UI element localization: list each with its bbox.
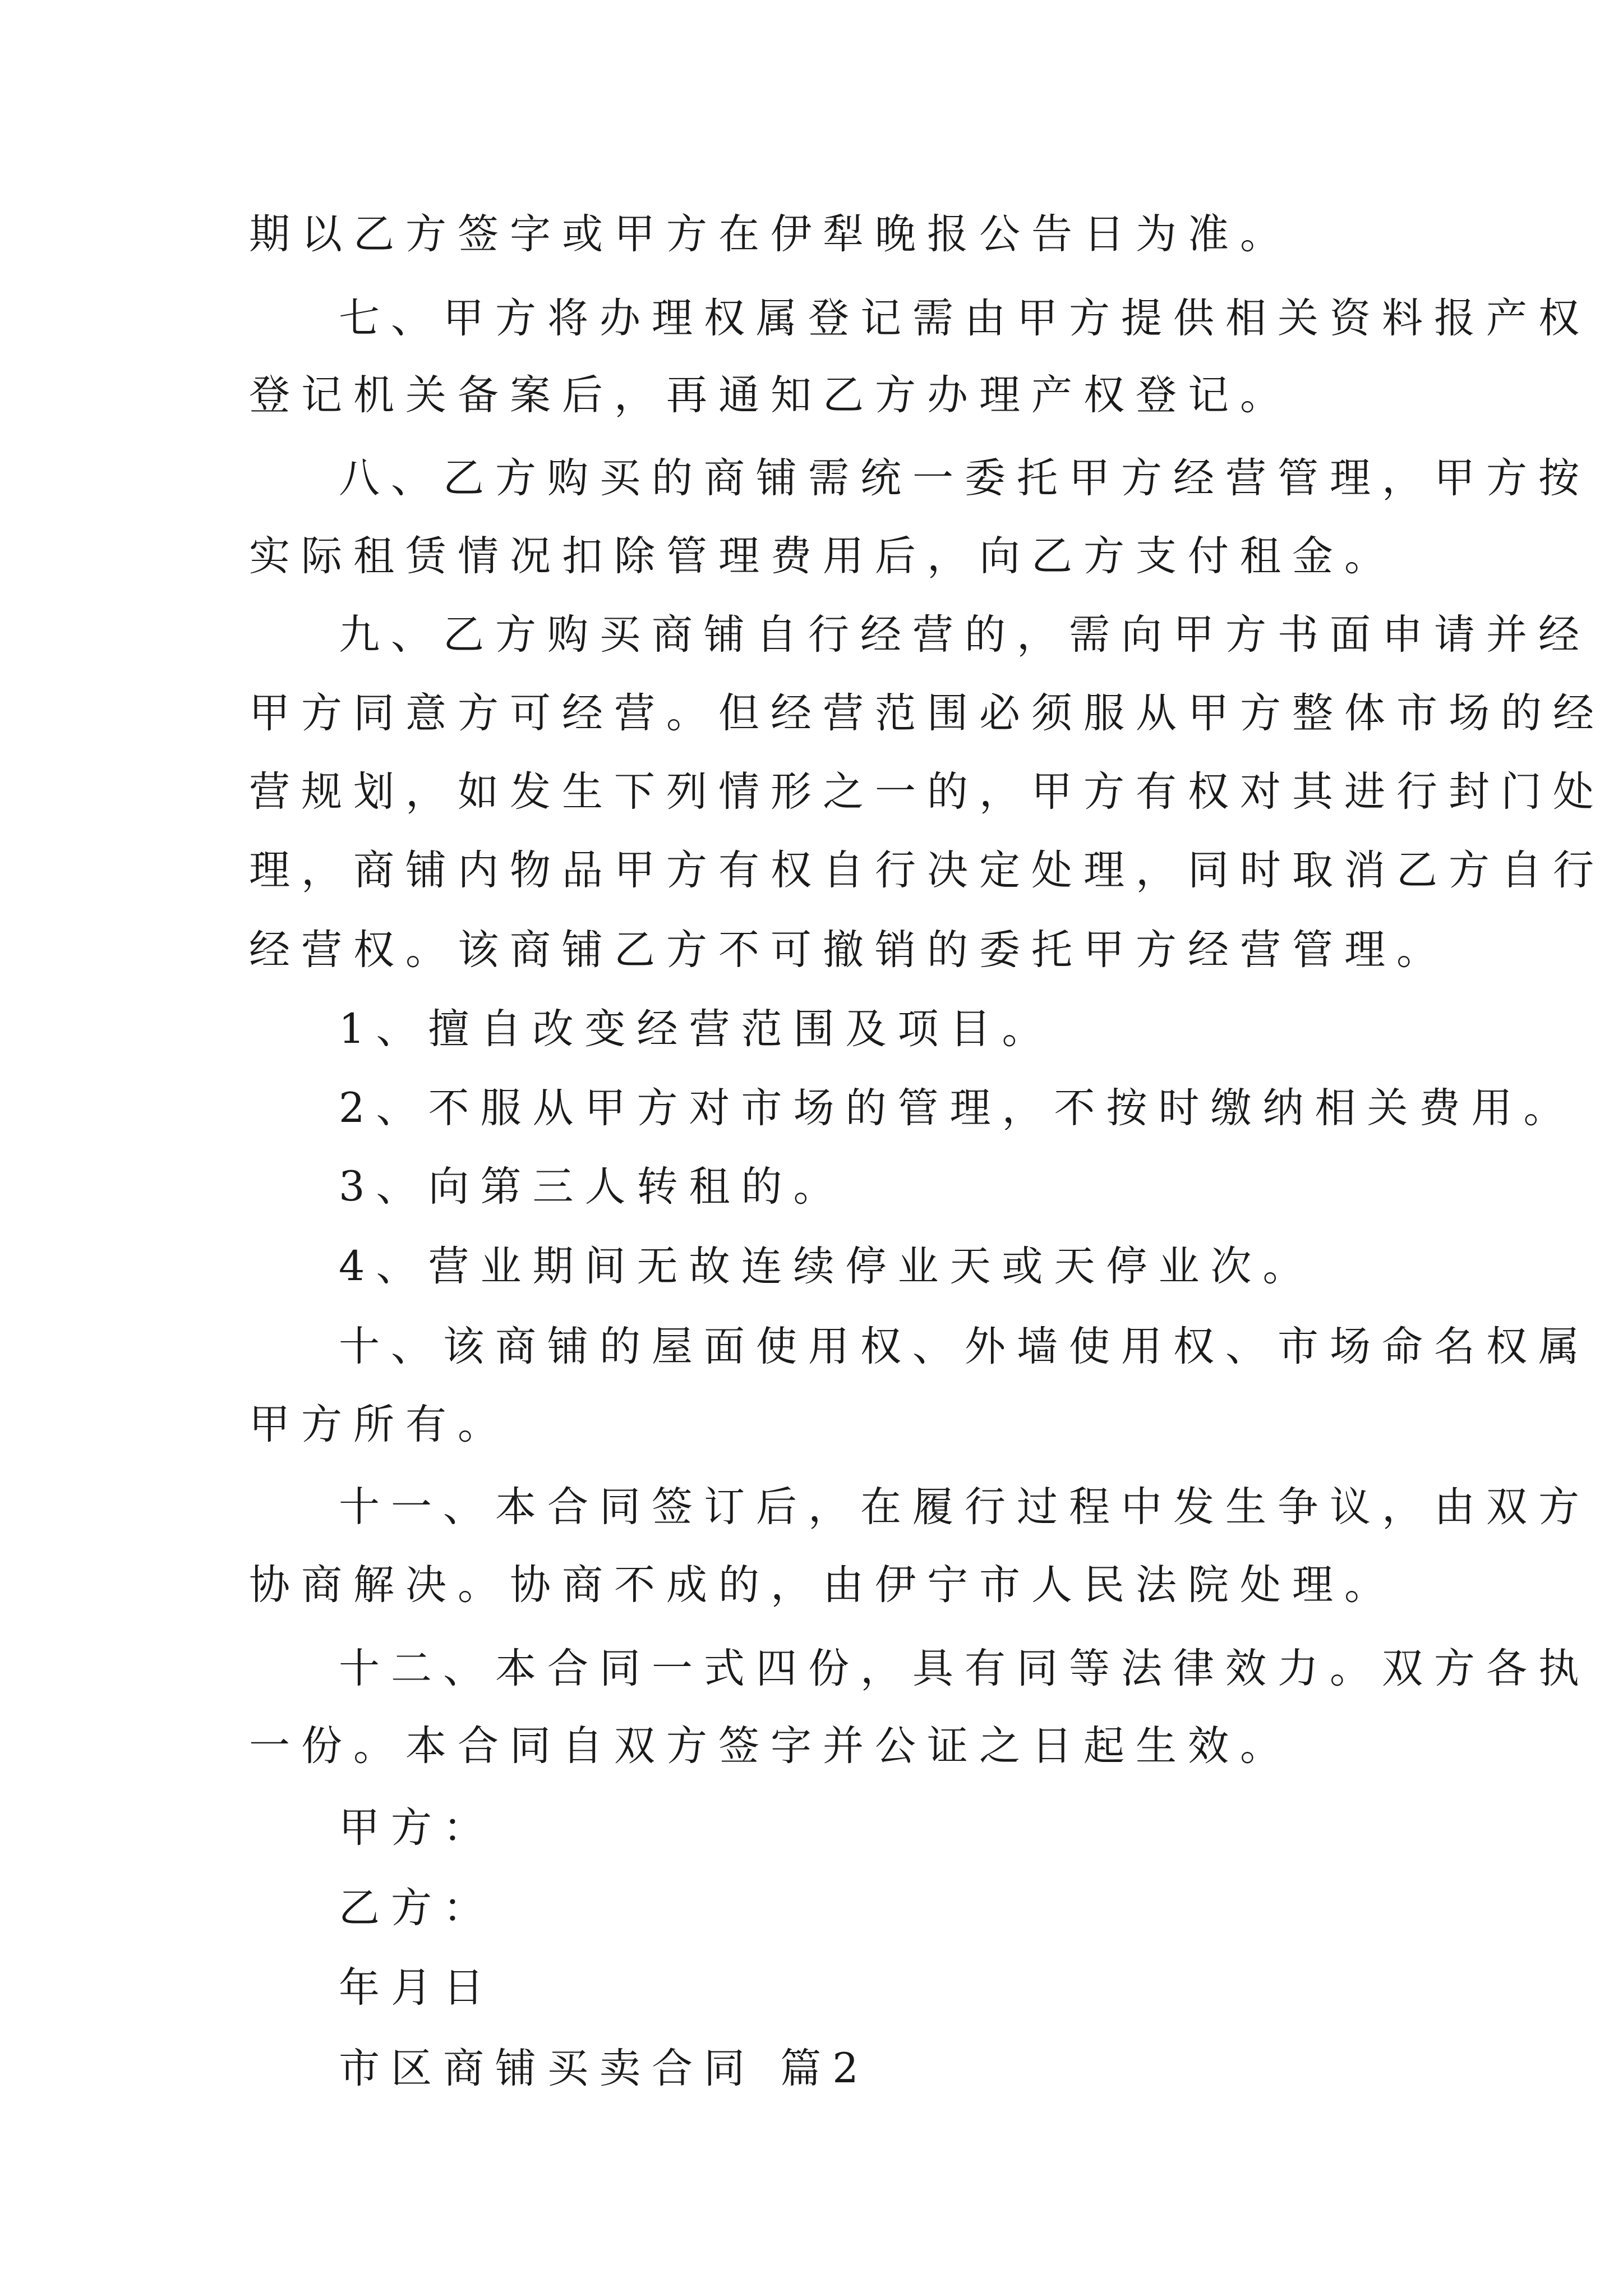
text-line: 1、擅自改变经营范围及项目。 (339, 1005, 1054, 1053)
text-line: 4、营业期间无故连续停业天或天停业次。 (339, 1243, 1315, 1290)
text-line: 甲方所有。 (249, 1401, 510, 1448)
text-line: 3、向第三人转租的。 (339, 1163, 846, 1211)
text-line: 九、乙方购买商铺自行经营的，需向甲方书面申请并经 (339, 611, 1590, 659)
text-line: 七、甲方将办理权属登记需由甲方提供相关资料报产权 (339, 295, 1590, 342)
signature-party-b: 乙方： (339, 1884, 495, 1932)
signature-date: 年月日 (339, 1964, 495, 2012)
text-line: 经营权。该商铺乙方不可撤销的委托甲方经营管理。 (249, 926, 1449, 974)
text-line: 理，商铺内物品甲方有权自行决定处理，同时取消乙方自行 (249, 846, 1605, 894)
text-line: 登记机关备案后，再通知乙方办理产权登记。 (249, 371, 1292, 419)
section-heading: 市区商铺买卖合同 篇2 (339, 2045, 870, 2092)
text-line: 十、该商铺的屋面使用权、外墙使用权、市场命名权属 (339, 1323, 1590, 1370)
text-line: 十二、本合同一式四份，具有同等法律效力。双方各执 (339, 1645, 1590, 1692)
text-line: 实际租赁情况扣除管理费用后，向乙方支付租金。 (249, 532, 1396, 580)
text-line: 期以乙方签字或甲方在伊犁晚报公告日为准。 (249, 210, 1292, 258)
text-line: 十一、本合同签订后，在履行过程中发生争议，由双方 (339, 1483, 1590, 1531)
text-line: 2、不服从甲方对市场的管理，不按时缴纳相关费用。 (339, 1084, 1576, 1132)
text-line: 营规划，如发生下列情形之一的，甲方有权对其进行封门处 (249, 768, 1605, 816)
text-line: 一份。本合同自双方签字并公证之日起生效。 (249, 1722, 1292, 1770)
signature-party-a: 甲方： (339, 1804, 495, 1852)
text-line: 八、乙方购买的商铺需统一委托甲方经营管理，甲方按 (339, 454, 1590, 502)
text-line: 甲方同意方可经营。但经营范围必须服从甲方整体市场的经 (249, 689, 1605, 737)
text-line: 协商解决。协商不成的，由伊宁市人民法院处理。 (249, 1561, 1396, 1609)
